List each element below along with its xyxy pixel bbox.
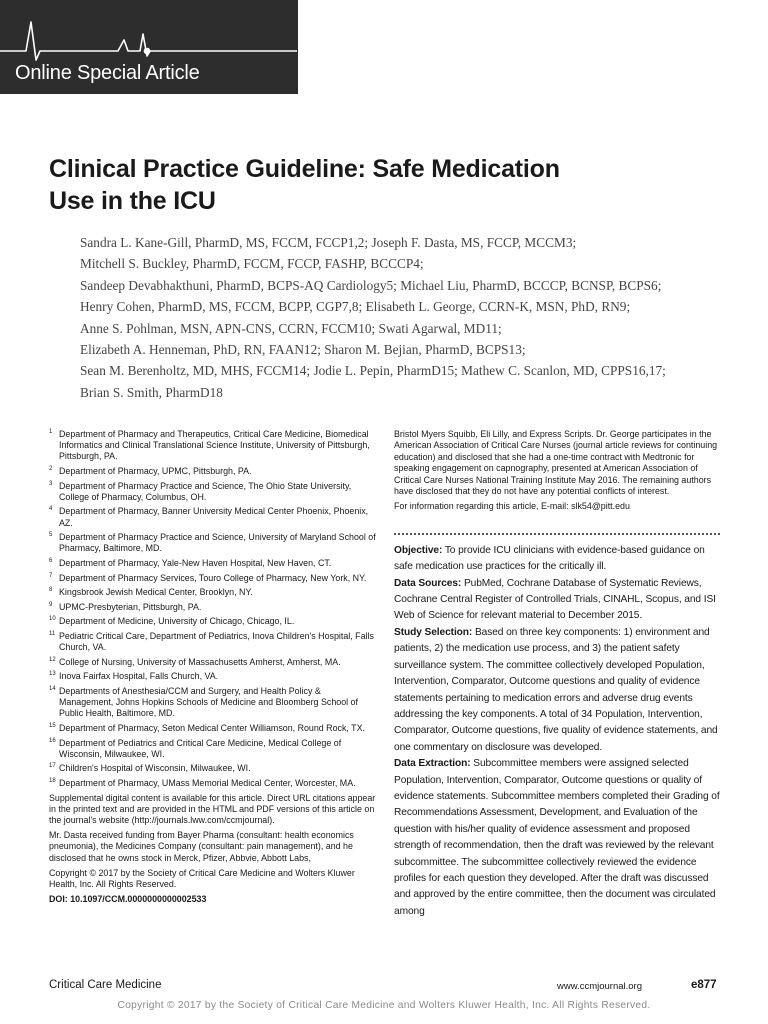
author-line: Sandra L. Kane-Gill, PharmD, MS, FCCM, FCCP1,2; Joseph F. Dasta, MS, FCCP, MCCM3; — [80, 235, 577, 250]
abstract-study-selection: Study Selection: Based on three key components: 1) environment and patients, 2) the medication use process, and 3) the patient safety surveillance system. The committee collectively developed Population, Intervention, Comparator, Outcome questions and quality of evidence statements pertaining to medication errors and adverse drug events addressing the key components. A total of 34 Population, Intervention, Comparator, Outcome questions, five quality of evidence statements, and one commentary on disclosure was developed. — [394, 626, 718, 753]
journal-name: Critical Care Medicine — [49, 979, 162, 991]
affiliation-item: 6 Department of Pharmacy, Yale-New Haven Hospital, New Haven, CT. — [49, 557, 332, 568]
dotted-divider — [394, 533, 720, 535]
affiliation-item: 9 UPMC-Presbyterian, Pittsburgh, PA. — [49, 601, 202, 612]
affiliation-item: 10 Department of Medicine, University of Chicago, Chicago, IL. — [49, 616, 295, 627]
author-list — [80, 232, 740, 403]
affiliation-item: 5 Department of Pharmacy Practice and Science, University of Maryland School of Pharmacy, Baltimore, MD. — [49, 532, 376, 554]
supplemental-note: Supplemental digital content is available for this article. Direct URL citations appear in the printed text and are provided in the HTML and PDF versions of this article on the journal's website (http://journals.lww.com/ccmjournal). — [49, 792, 376, 825]
title-line-2: Use in the ICU — [49, 187, 216, 215]
copyright-footer: Copyright © 2017 by the Society of Critical Care Medicine and Wolters Kluwer Health, Inc. All Rights Reserved. — [117, 1000, 651, 1011]
disclosure-block — [394, 429, 720, 513]
affiliation-item: 1 Department of Pharmacy and Therapeutics, Critical Care Medicine, Biomedical Informatics and Clinical Translational Science Institute, University of Pittsburgh, Pittsburgh, PA. — [49, 429, 370, 462]
affiliation-item: 17 Children's Hospital of Wisconsin, Milwaukee, WI. — [49, 763, 251, 774]
affiliation-item: 12 College of Nursing, University of Massachusetts Amherst, Amherst, MA. — [49, 656, 341, 667]
funding-note: Mr. Dasta received funding from Bayer Pharma (consultant: health economics pneumonia), the Medicines Company (consultant: pain management), and he disclosed that he owns stock in Merck, Pfizer, Abbvie, Abbott Labs, — [49, 830, 354, 863]
affiliations-column — [49, 429, 376, 909]
section-banner — [0, 0, 298, 94]
affiliation-item: 11 Pediatric Critical Care, Department of Pediatrics, Inova Children's Hospital, Falls Church, VA. — [49, 630, 374, 653]
affiliation-item: 4 Department of Pharmacy, Banner University Medical Center Phoenix, Phoenix, AZ. — [49, 506, 369, 528]
abstract-data-extraction: Data Extraction: Subcommittee members were assigned selected Population, Intervention, Comparator, Outcome questions or quality of evidence statements. Subcommittee members completed their Grading of Recommendations Assessment, Development, and Evaluation of the question with his/her quality of evidence assessment and proposed strength of recommendation, then the draft was reviewed by the relevant subcommittee. The subcommittee collectively reviewed the evidence profiles for each question they developed. After the draft was discussed and approved by the entire committee, then the document was circulated among — [394, 758, 720, 917]
contact-email: For information regarding this article, E-mail: slk54@pitt.edu — [394, 501, 630, 512]
affiliation-item: 16 Department of Pediatrics and Critical Care Medicine, Medical College of Wisconsin, Milwaukee, WI. — [49, 737, 342, 759]
author-line: Mitchell S. Buckley, PharmD, FCCM, FCCP, FASHP, BCCCP4; — [80, 256, 424, 272]
affiliation-item: 3 Department of Pharmacy Practice and Science, The Ohio State University, College of Pharmacy, Columbus, OH. — [49, 480, 352, 502]
author-line: Elizabeth A. Henneman, PhD, RN, FAAN12; Sharon M. Bejian, PharmD, BCPS13; — [80, 342, 526, 358]
doi-text: DOI: 10.1097/CCM.0000000000002533 — [49, 894, 207, 905]
abstract-objective: Objective: To provide ICU clinicians with evidence-based guidance on safe medication use practices for the critically ill. — [394, 544, 705, 573]
author-line: Henry Cohen, PharmD, MS, FCCM, BCPP, CGP7,8; Elisabeth L. George, CCRN-K, MSN, PhD, RN9; — [80, 299, 631, 315]
abstract-data-sources: Data Sources: PubMed, Cochrane Database of Systematic Reviews, Cochrane Central Register of Controlled Trials, CINAHL, Scopus, and ISI Web of Science for relevant material to December 2015. — [394, 577, 716, 622]
affiliation-item: 15 Department of Pharmacy, Seton Medical Center Williamson, Round Rock, TX. — [49, 722, 365, 733]
title-line-1: Clinical Practice Guideline: Safe Medication — [49, 155, 560, 183]
disclosure-text: Bristol Myers Squibb, Eli Lilly, and Express Scripts. Dr. George participates in the American Association of Critical Care Nurses (journal article reviews for continuing education) and disclosed that she had a one-time contract with Medtronic for speaking engagement on capnography, presented at American Association of Critical Care Nurses National Training Institute May 2016. The remaining authors have disclosed that they do not have any potential conflicts of interest. — [394, 429, 718, 497]
author-line: Brian S. Smith, PharmD18 — [80, 384, 223, 400]
author-line: Sandeep Devabhakthuni, PharmD, BCPS-AQ Cardiology5; Michael Liu, PharmD, BCCCP, BCNSP, BCPS6; — [80, 277, 662, 293]
author-line: Anne S. Pohlman, MSN, APN-CNS, CCRN, FCCM10; Swati Agarwal, MD11; — [80, 320, 502, 336]
article-title — [49, 153, 689, 217]
author-line: Sean M. Berenholtz, MD, MHS, FCCM14; Jodie L. Pepin, PharmD15; Mathew C. Scanlon, MD, CPPS16,17; — [80, 363, 666, 379]
affiliation-item: 14 Departments of Anesthesia/CCM and Surgery, and Health Policy & Management, Johns Hopkins Schools of Medicine and Bloomberg School of Public Health, Baltimore, MD. — [49, 685, 358, 719]
copyright-note: Copyright © 2017 by the Society of Critical Care Medicine and Wolters Kluwer Health, Inc. All Rights Reserved. — [49, 867, 355, 889]
affiliation-item: 2 Department of Pharmacy, UPMC, Pittsburgh, PA. — [49, 466, 252, 476]
banner-label: Online Special Article — [15, 62, 200, 84]
journal-url-link[interactable]: www.ccmjournal.org — [557, 981, 642, 992]
abstract — [394, 543, 720, 920]
affiliation-item: 8 Kingsbrook Jewish Medical Center, Brooklyn, NY. — [49, 587, 253, 598]
abstract-column — [394, 429, 720, 920]
affiliation-item: 13 Inova Fairfax Hospital, Falls Church, VA. — [49, 671, 219, 682]
affiliation-item: 18 Department of Pharmacy, UMass Memorial Medical Center, Worcester, MA. — [49, 777, 356, 788]
page-number: e877 — [691, 979, 717, 991]
article-notes — [49, 793, 376, 906]
affiliation-item: 7 Department of Pharmacy Services, Touro College of Pharmacy, New York, NY. — [49, 572, 367, 583]
